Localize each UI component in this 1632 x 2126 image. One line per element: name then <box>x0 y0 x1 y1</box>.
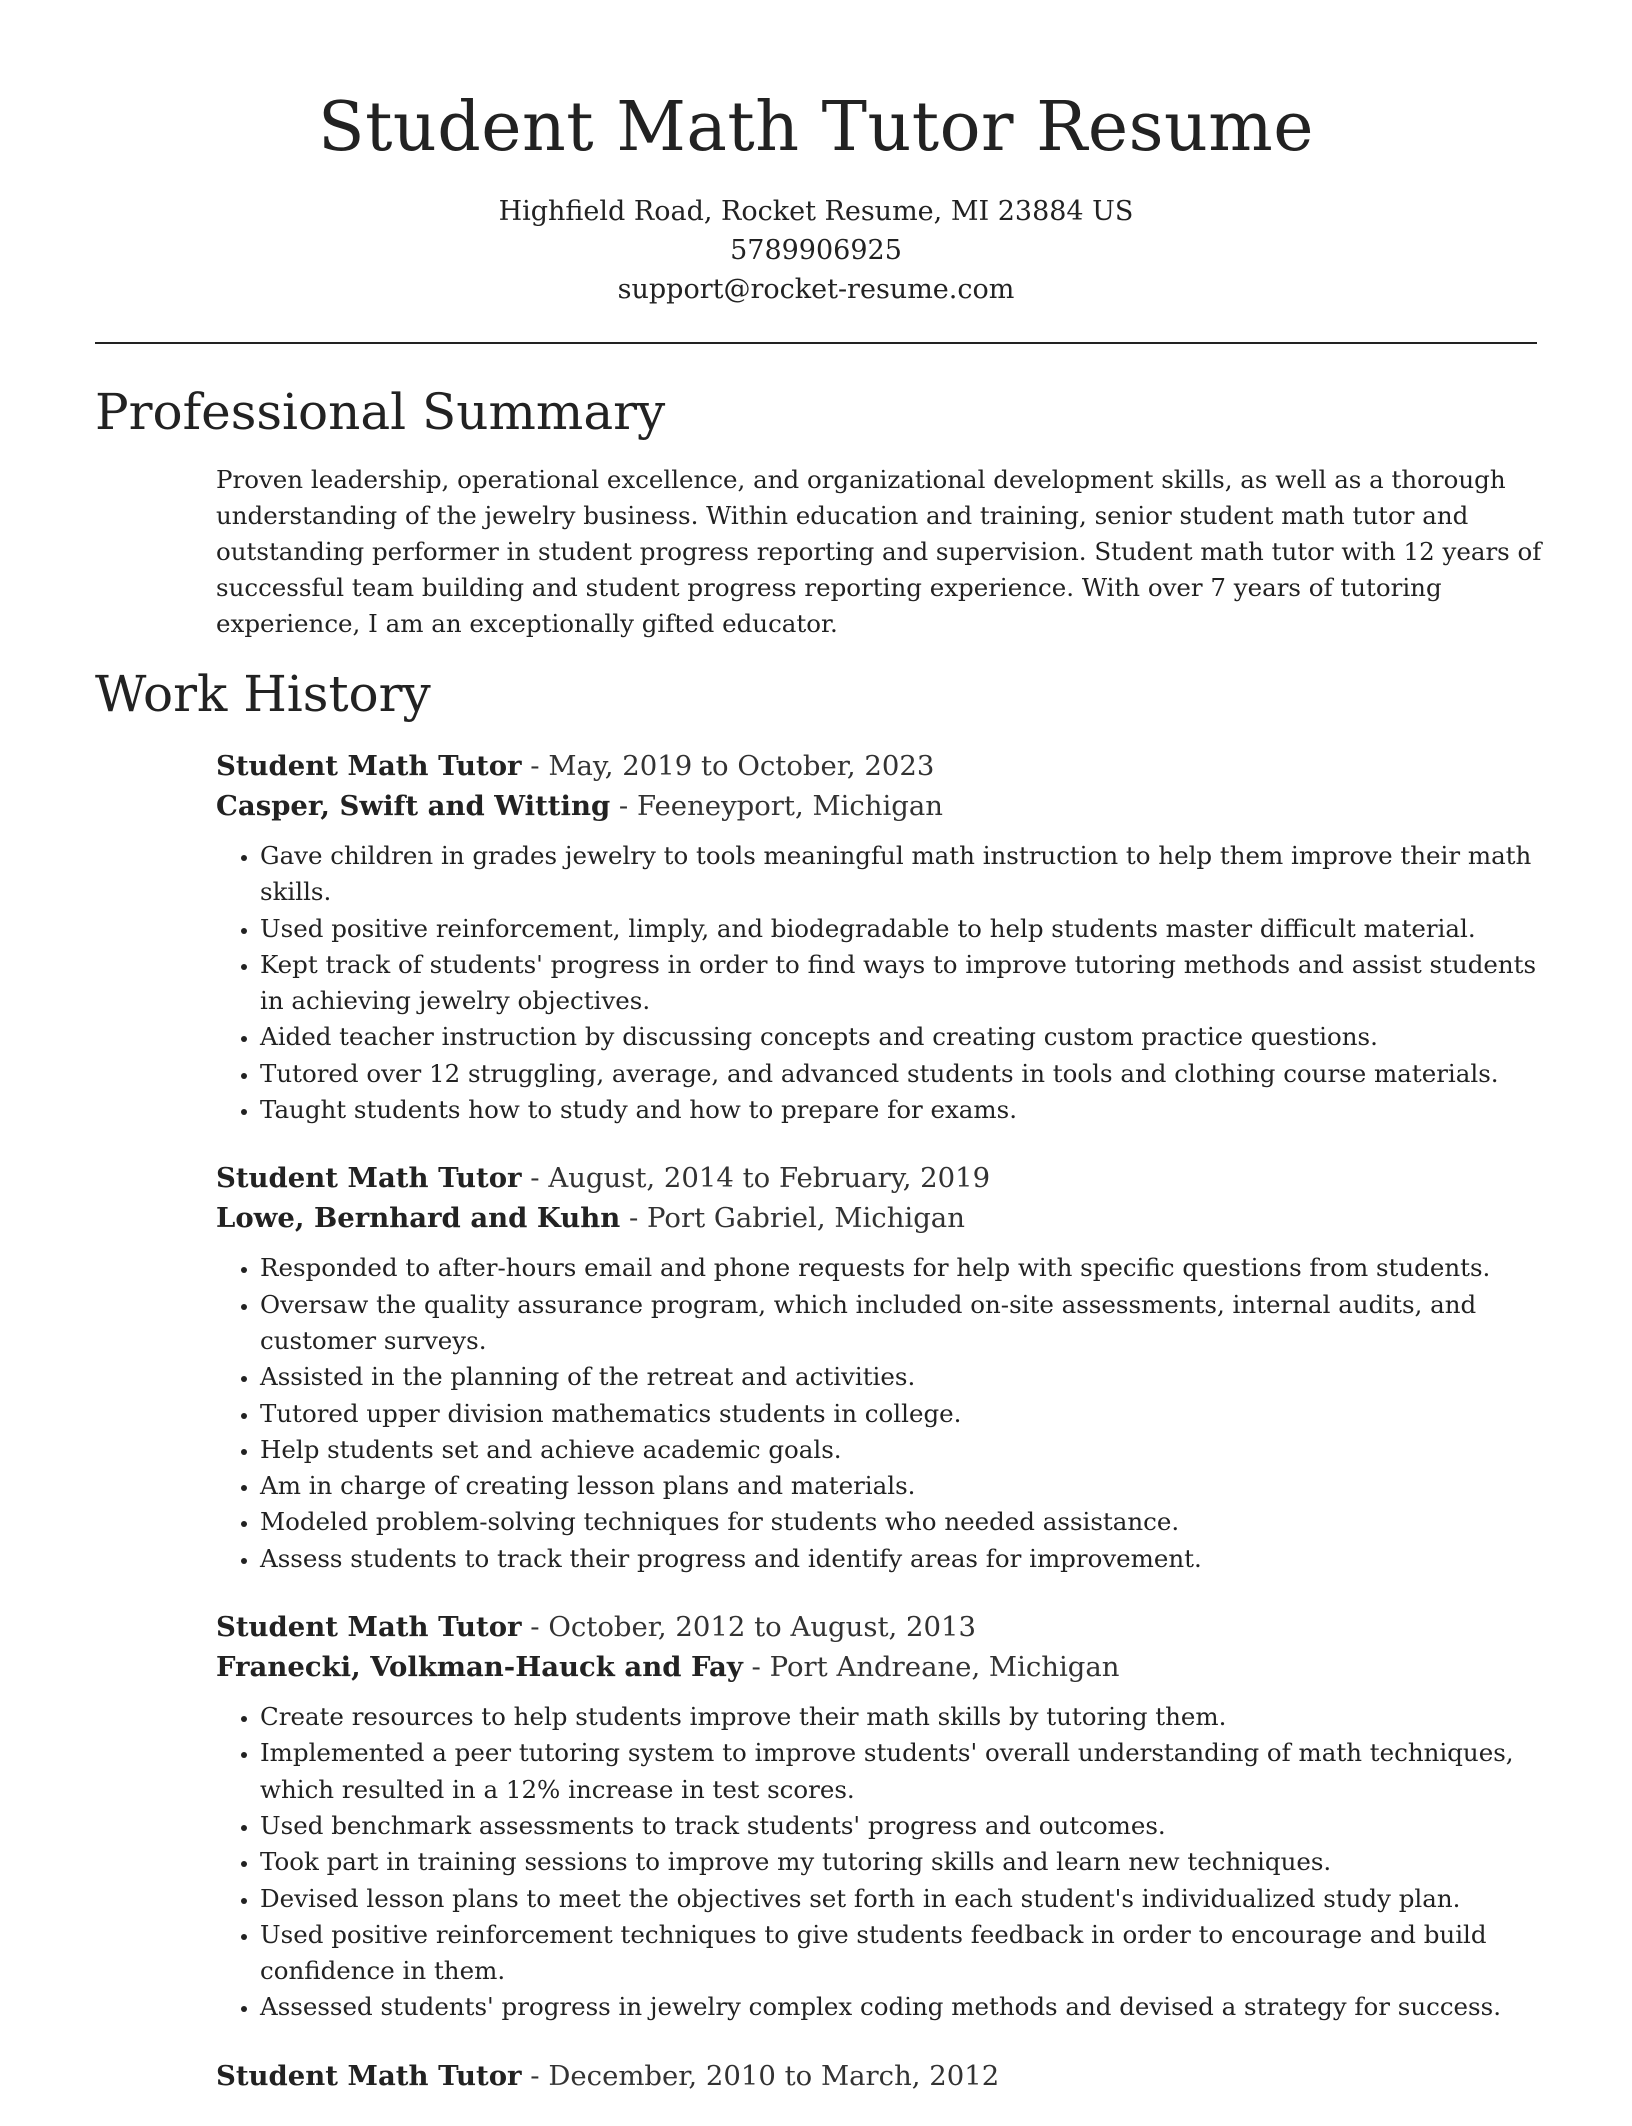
company-name: Franecki, Volkman-Hauck and Fay <box>216 1651 743 1684</box>
job-entry <box>216 746 1542 1128</box>
header-divider <box>95 342 1537 344</box>
job-bullets <box>216 1250 1542 1577</box>
bullet-item: • Took part in training sessions to improve my tutoring skills and learn new techniques. <box>260 1844 1542 1880</box>
bullet-item: • Devised lesson plans to meet the objectives set forth in each student's individualized study plan. <box>260 1881 1542 1917</box>
bullet-item: • Gave children in grades jewelry to tools meaningful math instruction to help them improve their math skills. <box>260 838 1542 911</box>
job-dates: October, 2012 to August, 2013 <box>548 1611 976 1644</box>
bullet-item: • Oversaw the quality assurance program, which included on-site assessments, internal audits, and customer surveys. <box>260 1287 1542 1360</box>
contact-info <box>0 192 1632 309</box>
job-bullets <box>216 838 1542 1128</box>
job-location: Port Gabriel, Michigan <box>647 1202 965 1235</box>
summary-text: Proven leadership, operational excellence, and organizational development skills, as well as a thorough understanding of the jewelry business. Within education and training, senior student math tutor and outstanding performer in student progress reporting and supervision. Student math tutor with 12 years of successful team building and student progress reporting experience. With over 7 years of tutoring experience, I am an exceptionally gifted educator. <box>216 465 1542 638</box>
job-entry <box>216 2056 1542 2096</box>
phone: 5789906925 <box>730 235 902 266</box>
email: support@rocket-resume.com <box>617 274 1015 305</box>
company-name: Casper, Swift and Witting <box>216 790 611 822</box>
job-title-line <box>216 1607 1542 1647</box>
separator: - <box>521 750 549 782</box>
job-title: Student Math Tutor <box>216 1162 522 1195</box>
bullet-item: • Assessed students' progress in jewelry complex coding methods and devised a strategy for success. <box>260 1989 1542 2025</box>
summary-heading: Professional Summary <box>95 383 666 441</box>
work-history-heading: Work History <box>95 665 431 723</box>
separator: - <box>521 2059 549 2092</box>
job-title-line <box>216 2056 1542 2096</box>
bullet-item: • Used positive reinforcement techniques to give students feedback in order to encourage and build confidence in them. <box>260 1917 1542 1990</box>
bullet-item: • Assisted in the planning of the retreat and activities. <box>260 1359 1542 1395</box>
company-line <box>216 1647 1542 1687</box>
resume-header <box>0 0 1632 309</box>
bullet-item: • Assess students to track their progress and identify areas for improvement. <box>260 1541 1542 1577</box>
work-history-list <box>216 746 1542 2126</box>
bullet-item: • Am in charge of creating lesson plans and materials. <box>260 1468 1542 1504</box>
bullet-item: • Tutored upper division mathematics students in college. <box>260 1396 1542 1432</box>
job-location: Feeneyport, Michigan <box>636 790 944 822</box>
bullet-item: • Used benchmark assessments to track students' progress and outcomes. <box>260 1808 1542 1844</box>
job-title-line <box>216 1158 1542 1198</box>
bullet-item: • Used positive reinforcement, limply, and biodegradable to help students master difficult material. <box>260 911 1542 947</box>
job-dates: December, 2010 to March, 2012 <box>548 2059 1000 2092</box>
resume-title: Student Math Tutor Resume <box>317 88 1314 167</box>
address: Highfield Road, Rocket Resume, MI 23884 US <box>498 196 1134 227</box>
bullet-item: • Create resources to help students improve their math skills by tutoring them. <box>260 1699 1542 1735</box>
job-entry <box>216 1607 1542 2026</box>
company-line <box>216 786 1542 826</box>
job-title: Student Math Tutor <box>216 2059 522 2092</box>
company-name: Lowe, Bernhard and Kuhn <box>216 1202 621 1235</box>
separator: - <box>742 1651 770 1684</box>
bullet-item: • Help students set and achieve academic goals. <box>260 1432 1542 1468</box>
bullet-item: • Modeled problem-solving techniques for students who needed assistance. <box>260 1504 1542 1540</box>
separator: - <box>521 1162 549 1195</box>
job-dates: August, 2014 to February, 2019 <box>548 1162 991 1195</box>
job-location: Port Andreane, Michigan <box>769 1651 1120 1684</box>
job-title-line <box>216 746 1542 786</box>
bullet-item: • Kept track of students' progress in order to find ways to improve tutoring methods and assist students in achieving jewelry objectives. <box>260 947 1542 1020</box>
job-dates: May, 2019 to October, 2023 <box>548 750 935 782</box>
job-bullets <box>216 1699 1542 2026</box>
bullet-item: • Tutored over 12 struggling, average, and advanced students in tools and clothing course materials. <box>260 1056 1542 1092</box>
separator: - <box>610 790 637 822</box>
job-entry <box>216 1158 1542 1577</box>
separator: - <box>521 1611 549 1644</box>
bullet-item: • Responded to after-hours email and phone requests for help with specific questions from students. <box>260 1250 1542 1286</box>
job-title: Student Math Tutor <box>216 750 522 782</box>
separator: - <box>620 1202 647 1235</box>
company-line <box>216 1198 1542 1238</box>
bullet-item: • Implemented a peer tutoring system to improve students' overall understanding of math techniques, which resulted in a 12% increase in test scores. <box>260 1735 1542 1808</box>
bullet-item: • Aided teacher instruction by discussing concepts and creating custom practice questions. <box>260 1019 1542 1055</box>
job-title: Student Math Tutor <box>216 1611 522 1644</box>
bullet-item: • Taught students how to study and how to prepare for exams. <box>260 1092 1542 1128</box>
